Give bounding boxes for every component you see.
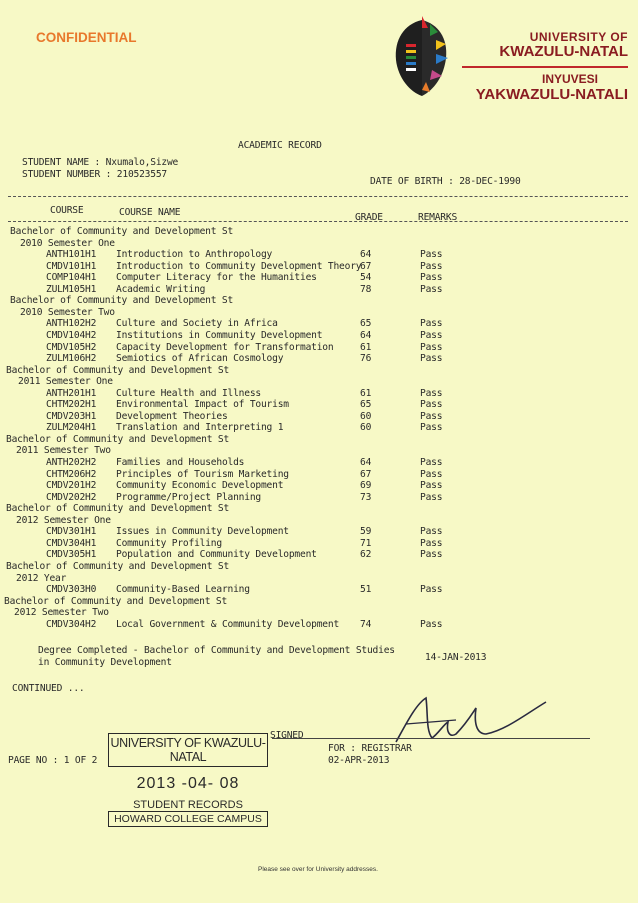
course-grade: 60	[360, 410, 372, 422]
course-remark: Pass	[420, 318, 443, 330]
course-remark: Pass	[420, 353, 443, 365]
date-of-birth: DATE OF BIRTH : 28-DEC-1990	[370, 176, 521, 187]
for-registrar: FOR : REGISTRAR	[328, 743, 412, 754]
course-code: ZULM105H1	[46, 283, 97, 295]
semester-heading: 2012 Semester One	[16, 514, 111, 526]
course-grade: 61	[360, 387, 372, 399]
university-name-line2: KWAZULU-NATAL	[499, 43, 628, 60]
course-name: Environmental Impact of Tourism	[116, 399, 289, 411]
col-course: COURSE	[50, 205, 84, 216]
course-code: ANTH201H1	[46, 387, 97, 399]
semester-heading: 2010 Semester Two	[20, 306, 115, 318]
course-grade: 78	[360, 283, 372, 295]
course-code: ZULM204H1	[46, 422, 97, 434]
course-name: Community Profiling	[116, 537, 222, 549]
course-grade: 64	[360, 329, 372, 341]
course-name: Introduction to Community Development Theory	[116, 260, 362, 272]
course-code: ANTH202H2	[46, 457, 97, 468]
course-code: CMDV105H2	[46, 341, 97, 353]
course-code: CMDV301H1	[46, 526, 97, 538]
course-remark: Pass	[420, 260, 443, 272]
programme-heading: Bachelor of Community and Development St	[6, 364, 230, 376]
course-grade: 64	[360, 249, 372, 261]
course-code: ANTH101H1	[46, 249, 97, 261]
course-remark: Pass	[420, 410, 443, 422]
col-remarks: REMARKS	[418, 212, 458, 223]
course-grade: 64	[360, 457, 372, 468]
course-name: Issues in Community Development	[116, 526, 289, 538]
stamp-office: STUDENT RECORDS	[133, 799, 243, 811]
course-grade: 51	[360, 584, 372, 596]
semester-heading: 2012 Year	[16, 572, 67, 584]
stamp-date: 2013 -04- 08	[136, 775, 240, 792]
course-code: CMDV304H2	[46, 618, 97, 630]
course-code: COMP104H1	[46, 272, 97, 284]
programme-heading: Bachelor of Community and Development St	[6, 560, 230, 572]
course-grade: 65	[360, 318, 372, 330]
col-course-name: COURSE NAME	[119, 207, 181, 218]
course-code: CMDV303H0	[46, 584, 97, 596]
col-grade: GRADE	[355, 212, 383, 223]
course-code: CMDV201H2	[46, 480, 97, 492]
course-remark: Pass	[420, 272, 443, 284]
course-code: CHTM206H2	[46, 468, 97, 480]
signature-icon	[376, 694, 556, 750]
course-name: Institutions in Community Development	[116, 329, 323, 341]
course-name: Families and Households	[116, 457, 245, 468]
course-code: CMDV202H2	[46, 491, 97, 503]
course-name: Community Economic Development	[116, 480, 284, 492]
course-code: CMDV104H2	[46, 329, 97, 341]
record-title: ACADEMIC RECORD	[238, 140, 322, 151]
course-grade: 67	[360, 468, 372, 480]
course-remark: Pass	[420, 341, 443, 353]
course-remark: Pass	[420, 526, 443, 538]
course-grade: 60	[360, 422, 372, 434]
course-code: CHTM202H1	[46, 399, 97, 411]
course-name: Programme/Project Planning	[116, 491, 261, 503]
programme-heading: Bachelor of Community and Development St	[6, 503, 230, 515]
course-remark: Pass	[420, 537, 443, 549]
signed-label: SIGNED	[270, 730, 304, 741]
semester-heading: 2012 Semester Two	[14, 607, 109, 619]
stamp-university: UNIVERSITY OF KWAZULU-NATAL	[108, 733, 268, 767]
degree-major: in Community Development	[38, 657, 172, 668]
course-grade: 74	[360, 618, 372, 630]
header-rule-top	[8, 196, 628, 197]
course-name: Semiotics of African Cosmology	[116, 353, 284, 365]
course-grade: 54	[360, 272, 372, 284]
programme-heading: Bachelor of Community and Development St	[6, 433, 230, 445]
course-remark: Pass	[420, 249, 443, 261]
zulu-name-line2: YAKWAZULU-NATALI	[475, 86, 628, 103]
course-name: Capacity Development for Transformation	[116, 341, 334, 353]
course-grade: 65	[360, 399, 372, 411]
page-number: PAGE NO : 1 OF 2	[8, 755, 98, 766]
course-name: Local Government & Community Development	[116, 618, 340, 630]
course-remark: Pass	[420, 422, 443, 434]
programme-heading: Bachelor of Community and Development St	[4, 595, 228, 607]
course-grade: 76	[360, 353, 372, 365]
footer-note: Please see over for University addresses.	[258, 866, 378, 873]
course-remark: Pass	[420, 549, 443, 561]
signature-line	[272, 738, 590, 739]
course-code: ANTH102H2	[46, 318, 97, 330]
course-remark: Pass	[420, 468, 443, 480]
course-name: Principles of Tourism Marketing	[116, 468, 289, 480]
course-grade: 69	[360, 480, 372, 492]
university-name-line1: UNIVERSITY OF	[529, 30, 628, 44]
course-name: Culture Health and Illness	[116, 387, 261, 399]
zulu-name-line1: INYUVESI	[541, 72, 598, 86]
course-code: ZULM106H2	[46, 353, 97, 365]
course-remark: Pass	[420, 480, 443, 492]
header-divider	[462, 66, 628, 68]
course-name: Computer Literacy for the Humanities	[116, 272, 317, 284]
course-remark: Pass	[420, 283, 443, 295]
course-grade: 62	[360, 549, 372, 561]
course-code: CMDV304H1	[46, 537, 97, 549]
course-remark: Pass	[420, 584, 443, 596]
completion-date: 14-JAN-2013	[425, 652, 487, 663]
course-remark: Pass	[420, 457, 443, 468]
confidential-label: CONFIDENTIAL	[36, 30, 137, 45]
course-code: CMDV203H1	[46, 410, 97, 422]
course-remark: Pass	[420, 399, 443, 411]
course-code: CMDV101H1	[46, 260, 97, 272]
student-name: STUDENT NAME : Nxumalo,Sizwe	[22, 157, 179, 168]
programme-heading: Bachelor of Community and Development St	[10, 295, 234, 307]
semester-heading: 2011 Semester One	[18, 376, 113, 388]
course-grade: 61	[360, 341, 372, 353]
course-name: Culture and Society in Africa	[116, 318, 278, 330]
course-name: Community-Based Learning	[116, 584, 250, 596]
course-remark: Pass	[420, 387, 443, 399]
programme-heading: Bachelor of Community and Development St	[10, 226, 234, 237]
course-grade: 59	[360, 526, 372, 538]
degree-completed: Degree Completed - Bachelor of Community and Development Studies	[38, 645, 395, 656]
university-logo-icon	[386, 14, 458, 100]
course-name: Academic Writing	[116, 283, 206, 295]
course-code: CMDV305H1	[46, 549, 97, 561]
course-name: Introduction to Anthropology	[116, 249, 273, 261]
header-rule-bottom	[8, 221, 628, 222]
course-name: Translation and Interpreting 1	[116, 422, 284, 434]
signature-date: 02-APR-2013	[328, 755, 390, 766]
course-remark: Pass	[420, 618, 443, 630]
course-remark: Pass	[420, 491, 443, 503]
course-grade: 71	[360, 537, 372, 549]
continued-label: CONTINUED ...	[12, 683, 85, 694]
semester-heading: 2011 Semester Two	[16, 445, 111, 457]
course-remark: Pass	[420, 329, 443, 341]
semester-heading: 2010 Semester One	[20, 237, 115, 249]
course-grade: 67	[360, 260, 372, 272]
student-number: STUDENT NUMBER : 210523557	[22, 169, 167, 180]
course-name: Population and Community Development	[116, 549, 317, 561]
stamp-campus: HOWARD COLLEGE CAMPUS	[108, 811, 268, 827]
course-name: Development Theories	[116, 410, 228, 422]
course-grade: 73	[360, 491, 372, 503]
registry-stamp	[108, 733, 268, 827]
